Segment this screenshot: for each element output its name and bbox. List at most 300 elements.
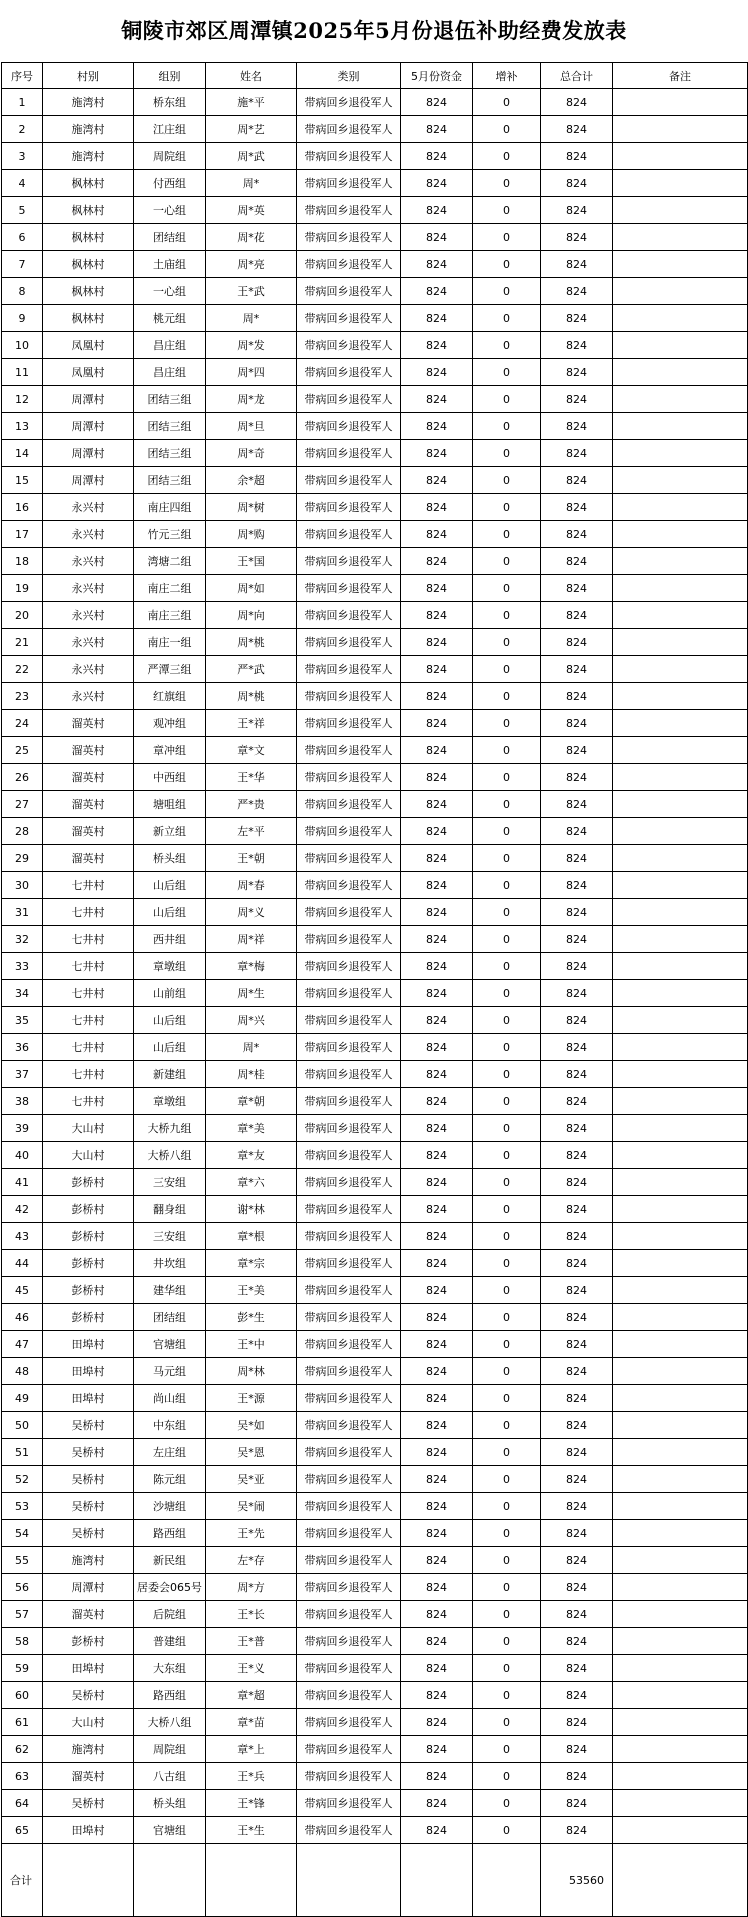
cell-group: 居委会065号 [134,1574,206,1601]
cell-supplement: 0 [473,305,541,332]
cell-remarks [613,1196,748,1223]
table-row [2,305,748,332]
cell-supplement: 0 [473,1763,541,1790]
cell-no: 23 [2,683,43,710]
table-row [2,197,748,224]
cell-group: 团结组 [134,224,206,251]
cell-may-funds: 824 [401,1763,473,1790]
cell-remarks [613,170,748,197]
cell-supplement: 0 [473,656,541,683]
cell-village: 永兴村 [43,602,134,629]
cell-remarks [613,332,748,359]
cell-remarks [613,737,748,764]
cell-village: 凤凰村 [43,332,134,359]
table-row [2,224,748,251]
cell-total: 824 [541,1547,613,1574]
cell-remarks [613,1736,748,1763]
cell-no: 43 [2,1223,43,1250]
table-row [2,1439,748,1466]
table-row [2,1790,748,1817]
cell-remarks [613,1466,748,1493]
cell-no: 60 [2,1682,43,1709]
cell-category: 带病回乡退役军人 [297,332,401,359]
cell-village: 枫林村 [43,251,134,278]
cell-remarks [613,197,748,224]
cell-village: 周潭村 [43,1574,134,1601]
cell-no: 42 [2,1196,43,1223]
cell-village: 田埠村 [43,1385,134,1412]
cell-village: 永兴村 [43,683,134,710]
cell-no: 44 [2,1250,43,1277]
cell-supplement: 0 [473,1250,541,1277]
table-row [2,1601,748,1628]
cell-total: 824 [541,1736,613,1763]
cell-category: 带病回乡退役军人 [297,1088,401,1115]
total-row [2,1844,748,1917]
cell-village: 彭桥村 [43,1250,134,1277]
cell-village: 溜英村 [43,737,134,764]
cell-no: 35 [2,1007,43,1034]
cell-group: 中东组 [134,1412,206,1439]
cell-name: 章*苗 [206,1709,297,1736]
cell-village: 彭桥村 [43,1196,134,1223]
cell-name: 左*存 [206,1547,297,1574]
cell-category: 带病回乡退役军人 [297,1628,401,1655]
cell-group: 大东组 [134,1655,206,1682]
cell-total: 824 [541,980,613,1007]
cell-remarks [613,1682,748,1709]
cell-supplement: 0 [473,1169,541,1196]
cell-category: 带病回乡退役军人 [297,1439,401,1466]
cell-total: 824 [541,1520,613,1547]
cell-no: 37 [2,1061,43,1088]
cell-total: 824 [541,845,613,872]
cell-group: 官塘组 [134,1817,206,1844]
header-row [2,63,748,89]
table-row [2,278,748,305]
cell-no: 2 [2,116,43,143]
cell-no: 48 [2,1358,43,1385]
cell-village: 七井村 [43,899,134,926]
cell-category: 带病回乡退役军人 [297,980,401,1007]
cell-may-funds: 824 [401,116,473,143]
cell-may-funds: 824 [401,845,473,872]
cell-category: 带病回乡退役军人 [297,1331,401,1358]
table-row [2,953,748,980]
cell-remarks [613,440,748,467]
cell-name: 王*朝 [206,845,297,872]
cell-name: 周*龙 [206,386,297,413]
cell-no: 61 [2,1709,43,1736]
cell-no: 30 [2,872,43,899]
cell-no: 13 [2,413,43,440]
cell-category: 带病回乡退役军人 [297,1709,401,1736]
cell-may-funds: 824 [401,1655,473,1682]
cell-remarks [613,521,748,548]
cell-no: 63 [2,1763,43,1790]
cell-supplement: 0 [473,1520,541,1547]
cell-group: 观冲组 [134,710,206,737]
table-row [2,926,748,953]
cell-supplement: 0 [473,1385,541,1412]
cell-group: 山后组 [134,1034,206,1061]
cell-may-funds: 824 [401,683,473,710]
cell-total: 824 [541,1223,613,1250]
cell-name: 周*桃 [206,683,297,710]
cell-name: 彭*生 [206,1304,297,1331]
col-header-category: 类别 [297,63,401,89]
cell-may-funds: 824 [401,791,473,818]
cell-supplement: 0 [473,818,541,845]
cell-village: 七井村 [43,953,134,980]
cell-may-funds: 824 [401,1709,473,1736]
cell-supplement: 0 [473,1493,541,1520]
cell-remarks [613,1034,748,1061]
cell-village: 枫林村 [43,305,134,332]
cell-may-funds: 824 [401,1223,473,1250]
col-header-village: 村别 [43,63,134,89]
cell-no: 40 [2,1142,43,1169]
cell-total: 824 [541,1601,613,1628]
cell-village: 吴桥村 [43,1520,134,1547]
table-row [2,1628,748,1655]
total-cell [206,1844,297,1917]
table-row [2,1115,748,1142]
cell-may-funds: 824 [401,1304,473,1331]
cell-group: 湾塘二组 [134,548,206,575]
cell-total: 824 [541,413,613,440]
cell-remarks [613,251,748,278]
cell-category: 带病回乡退役军人 [297,953,401,980]
cell-category: 带病回乡退役军人 [297,710,401,737]
cell-remarks [613,1574,748,1601]
cell-remarks [613,872,748,899]
cell-village: 大山村 [43,1709,134,1736]
cell-total: 824 [541,953,613,980]
cell-supplement: 0 [473,440,541,467]
cell-category: 带病回乡退役军人 [297,1358,401,1385]
cell-may-funds: 824 [401,1601,473,1628]
cell-category: 带病回乡退役军人 [297,359,401,386]
cell-village: 彭桥村 [43,1169,134,1196]
cell-supplement: 0 [473,1655,541,1682]
cell-no: 11 [2,359,43,386]
cell-no: 28 [2,818,43,845]
table-row [2,413,748,440]
table-row [2,1520,748,1547]
cell-name: 王*兵 [206,1763,297,1790]
cell-group: 大桥八组 [134,1709,206,1736]
cell-may-funds: 824 [401,1169,473,1196]
cell-remarks [613,1223,748,1250]
cell-no: 6 [2,224,43,251]
table-row [2,602,748,629]
cell-may-funds: 824 [401,1682,473,1709]
cell-no: 15 [2,467,43,494]
cell-remarks [613,1007,748,1034]
cell-village: 彭桥村 [43,1628,134,1655]
cell-no: 16 [2,494,43,521]
table-row [2,737,748,764]
cell-category: 带病回乡退役军人 [297,1763,401,1790]
cell-village: 溜英村 [43,764,134,791]
cell-supplement: 0 [473,143,541,170]
cell-may-funds: 824 [401,1358,473,1385]
cell-supplement: 0 [473,602,541,629]
cell-remarks [613,764,748,791]
cell-group: 三安组 [134,1223,206,1250]
cell-remarks [613,1169,748,1196]
cell-may-funds: 824 [401,1331,473,1358]
cell-no: 65 [2,1817,43,1844]
cell-remarks [613,1142,748,1169]
cell-may-funds: 824 [401,170,473,197]
cell-category: 带病回乡退役军人 [297,845,401,872]
cell-no: 51 [2,1439,43,1466]
cell-may-funds: 824 [401,980,473,1007]
cell-total: 824 [541,467,613,494]
cell-group: 翻身组 [134,1196,206,1223]
cell-remarks [613,1115,748,1142]
cell-supplement: 0 [473,1736,541,1763]
cell-supplement: 0 [473,1061,541,1088]
cell-name: 吴*恩 [206,1439,297,1466]
cell-may-funds: 824 [401,710,473,737]
cell-supplement: 0 [473,764,541,791]
cell-remarks [613,1601,748,1628]
cell-remarks [613,1331,748,1358]
cell-remarks [613,629,748,656]
table-row [2,1223,748,1250]
cell-name: 章*上 [206,1736,297,1763]
cell-may-funds: 824 [401,737,473,764]
cell-name: 周*义 [206,899,297,926]
cell-supplement: 0 [473,1709,541,1736]
cell-category: 带病回乡退役军人 [297,305,401,332]
cell-group: 中西组 [134,764,206,791]
cell-village: 溜英村 [43,1763,134,1790]
total-label: 合计 [2,1844,43,1917]
cell-remarks [613,1304,748,1331]
cell-remarks [613,116,748,143]
col-header-may-funds: 5月份资金 [401,63,473,89]
cell-total: 824 [541,521,613,548]
cell-no: 9 [2,305,43,332]
cell-category: 带病回乡退役军人 [297,1061,401,1088]
cell-category: 带病回乡退役军人 [297,89,401,116]
cell-total: 824 [541,602,613,629]
cell-supplement: 0 [473,116,541,143]
cell-total: 824 [541,224,613,251]
cell-name: 吴*如 [206,1412,297,1439]
cell-group: 付西组 [134,170,206,197]
cell-no: 36 [2,1034,43,1061]
cell-name: 周*购 [206,521,297,548]
cell-remarks [613,494,748,521]
cell-supplement: 0 [473,1817,541,1844]
table-row [2,89,748,116]
cell-village: 吴桥村 [43,1493,134,1520]
cell-supplement: 0 [473,980,541,1007]
cell-category: 带病回乡退役军人 [297,521,401,548]
cell-village: 施湾村 [43,143,134,170]
cell-total: 824 [541,764,613,791]
cell-remarks [613,1655,748,1682]
cell-group: 新民组 [134,1547,206,1574]
cell-total: 824 [541,494,613,521]
cell-village: 彭桥村 [43,1304,134,1331]
cell-remarks [613,89,748,116]
cell-may-funds: 824 [401,953,473,980]
cell-remarks [613,143,748,170]
cell-group: 土庙组 [134,251,206,278]
cell-name: 周*四 [206,359,297,386]
cell-name: 吴*亚 [206,1466,297,1493]
table-row [2,494,748,521]
cell-category: 带病回乡退役军人 [297,143,401,170]
cell-no: 1 [2,89,43,116]
cell-village: 永兴村 [43,575,134,602]
cell-group: 桥头组 [134,845,206,872]
cell-remarks [613,899,748,926]
cell-may-funds: 824 [401,899,473,926]
cell-group: 红旗组 [134,683,206,710]
total-cell [43,1844,134,1917]
cell-village: 周潭村 [43,467,134,494]
cell-total: 824 [541,791,613,818]
cell-name: 王*生 [206,1817,297,1844]
table-row [2,1682,748,1709]
cell-total: 824 [541,1331,613,1358]
cell-group: 严潭三组 [134,656,206,683]
cell-supplement: 0 [473,1439,541,1466]
cell-total: 824 [541,359,613,386]
table-row [2,332,748,359]
cell-may-funds: 824 [401,575,473,602]
cell-may-funds: 824 [401,521,473,548]
cell-name: 王*国 [206,548,297,575]
cell-name: 王*锋 [206,1790,297,1817]
cell-total: 824 [541,143,613,170]
cell-may-funds: 824 [401,602,473,629]
table-row [2,1169,748,1196]
cell-group: 左庄组 [134,1439,206,1466]
cell-name: 周*林 [206,1358,297,1385]
cell-name: 余*超 [206,467,297,494]
cell-village: 吴桥村 [43,1682,134,1709]
cell-group: 团结组 [134,1304,206,1331]
cell-no: 49 [2,1385,43,1412]
cell-total: 824 [541,116,613,143]
cell-village: 溜英村 [43,818,134,845]
cell-may-funds: 824 [401,1277,473,1304]
cell-name: 章*友 [206,1142,297,1169]
cell-village: 施湾村 [43,116,134,143]
cell-remarks [613,1439,748,1466]
cell-group: 团结三组 [134,386,206,413]
cell-remarks [613,1520,748,1547]
cell-name: 章*宗 [206,1250,297,1277]
cell-no: 22 [2,656,43,683]
cell-group: 山后组 [134,872,206,899]
cell-no: 52 [2,1466,43,1493]
cell-category: 带病回乡退役军人 [297,1493,401,1520]
cell-supplement: 0 [473,1412,541,1439]
cell-total: 824 [541,548,613,575]
page-title: 铜陵市郊区周潭镇2025年5月份退伍补助经费发放表 [121,18,627,43]
table-row [2,1277,748,1304]
cell-village: 枫林村 [43,170,134,197]
cell-name: 吴*闹 [206,1493,297,1520]
cell-no: 53 [2,1493,43,1520]
cell-total: 824 [541,1763,613,1790]
table-row [2,1250,748,1277]
cell-name: 施*平 [206,89,297,116]
cell-total: 824 [541,1655,613,1682]
cell-may-funds: 824 [401,386,473,413]
cell-supplement: 0 [473,467,541,494]
table-row [2,1385,748,1412]
cell-category: 带病回乡退役军人 [297,548,401,575]
cell-category: 带病回乡退役军人 [297,224,401,251]
cell-name: 周*生 [206,980,297,1007]
cell-group: 周院组 [134,1736,206,1763]
cell-supplement: 0 [473,332,541,359]
cell-remarks [613,980,748,1007]
cell-group: 尚山组 [134,1385,206,1412]
cell-group: 建华组 [134,1277,206,1304]
cell-supplement: 0 [473,1088,541,1115]
cell-name: 周*春 [206,872,297,899]
cell-may-funds: 824 [401,305,473,332]
cell-name: 周*如 [206,575,297,602]
cell-no: 64 [2,1790,43,1817]
cell-name: 王*源 [206,1385,297,1412]
cell-village: 永兴村 [43,629,134,656]
cell-may-funds: 824 [401,1817,473,1844]
cell-name: 周* [206,1034,297,1061]
cell-no: 14 [2,440,43,467]
cell-name: 章*超 [206,1682,297,1709]
cell-name: 周*桂 [206,1061,297,1088]
cell-category: 带病回乡退役军人 [297,899,401,926]
cell-group: 陈元组 [134,1466,206,1493]
grand-total: 53560 [541,1844,613,1917]
table-row [2,359,748,386]
cell-category: 带病回乡退役军人 [297,1223,401,1250]
cell-remarks [613,845,748,872]
cell-category: 带病回乡退役军人 [297,440,401,467]
cell-name: 章*朝 [206,1088,297,1115]
table-row [2,1142,748,1169]
table-row [2,575,748,602]
cell-remarks [613,224,748,251]
table-row [2,1412,748,1439]
cell-category: 带病回乡退役军人 [297,1034,401,1061]
cell-village: 施湾村 [43,89,134,116]
cell-may-funds: 824 [401,197,473,224]
cell-category: 带病回乡退役军人 [297,629,401,656]
table-row [2,899,748,926]
cell-no: 38 [2,1088,43,1115]
cell-group: 马元组 [134,1358,206,1385]
cell-category: 带病回乡退役军人 [297,1682,401,1709]
cell-no: 17 [2,521,43,548]
cell-group: 山后组 [134,899,206,926]
cell-remarks [613,1250,748,1277]
cell-total: 824 [541,575,613,602]
cell-group: 三安组 [134,1169,206,1196]
